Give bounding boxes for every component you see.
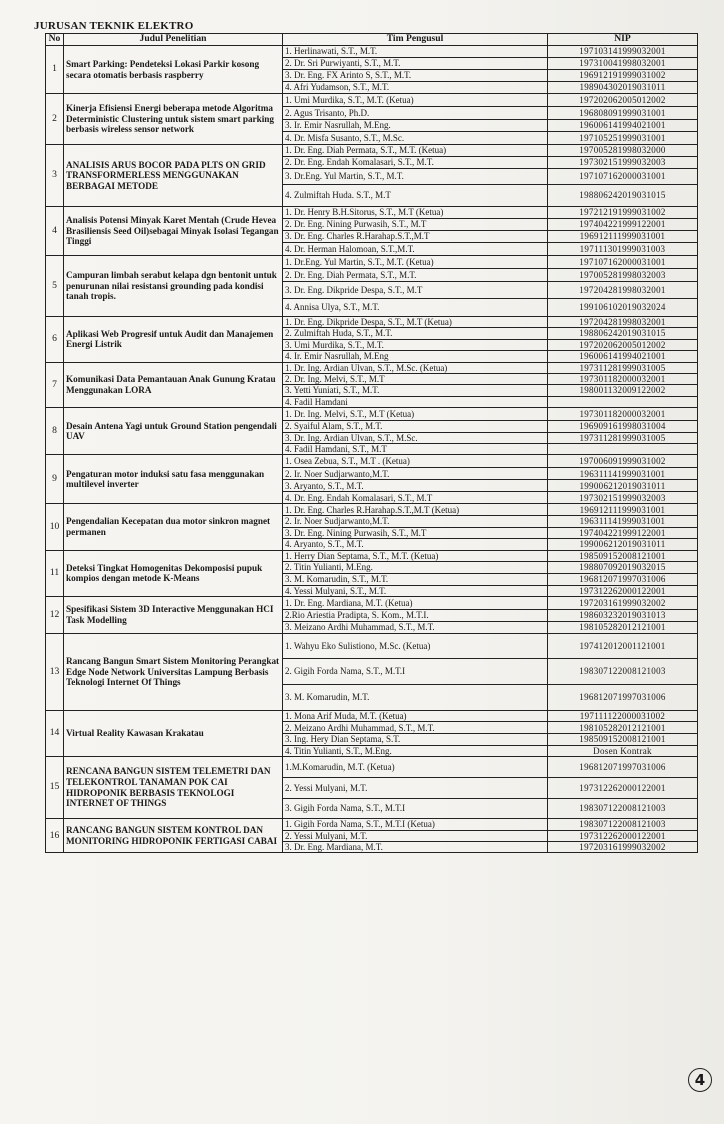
- team-member-name: 2. Yessi Mulyani, M.T.: [283, 830, 548, 841]
- column-header-title: Judul Penelitian: [64, 34, 283, 46]
- research-title: Rancang Bangun Smart Sistem Monitoring Perangkat Edge Node Network Universitas Lampung Berbasis Teknologi Internet Of Things: [64, 633, 283, 710]
- team-member-name: 3. M. Komarudin, S.T., M.T.: [283, 573, 548, 585]
- team-member-name: 2. Ir. Noer Sudjarwanto,M.T.: [283, 516, 548, 527]
- table-row: [46, 408, 698, 421]
- table-row: [46, 362, 698, 373]
- team-member-nip: 197312262000122001: [548, 585, 698, 596]
- team-member-nip: 199006212019031011: [548, 539, 698, 550]
- team-member-nip: Dosen Kontrak: [548, 745, 698, 756]
- team-member-nip: 197212191999031002: [548, 207, 698, 219]
- team-member-name: 1.M.Komarudin, M.T. (Ketua): [283, 757, 548, 778]
- team-member-name: 3. Aryanto, S.T., M.T.: [283, 480, 548, 492]
- entry-number: 8: [46, 408, 64, 455]
- team-member-nip: 197312262000122001: [548, 830, 698, 841]
- research-title: Deteksi Tingkat Homogenitas Dekomposisi pupuk kompios dengan metode K-Means: [64, 550, 283, 596]
- research-table: [45, 33, 698, 853]
- table-row: [46, 710, 698, 721]
- team-member-name: 3. M. Komarudin, M.T.: [283, 684, 548, 710]
- team-member-name: 2. Dr. Eng. Nining Purwasih, S.T., M.T: [283, 219, 548, 231]
- team-member-name: 4. Yessi Mulyani, S.T., M.T.: [283, 585, 548, 596]
- team-member-name: 2.Rio Ariestia Pradipta, S. Kom., M.T.I.: [283, 609, 548, 621]
- team-member-nip: 197204281998032001: [548, 317, 698, 328]
- entry-number: 1: [46, 46, 64, 94]
- table-row: [46, 550, 698, 561]
- research-title: Kinerja Efisiensi Energi beberapa metode Algoritma Deterministic Clustering untuk sistem smart parking berbasis wireless sensor network: [64, 94, 283, 145]
- research-title: Virtual Reality Kawasan Krakatau: [64, 710, 283, 756]
- entry-number: 7: [46, 362, 64, 408]
- research-title: Campuran limbah serabut kelapa dgn bentonit untuk penurunan nilai resistansi grounding pada kondisi tanah tropis.: [64, 256, 283, 317]
- team-member-name: 1. Herlinawati, S.T., M.T.: [283, 46, 548, 58]
- team-member-nip: 196006141994021001: [548, 351, 698, 362]
- team-member-name: 1. Dr. Henry B.H.Sitorus, S.T., M.T (Ketua): [283, 207, 548, 219]
- team-member-name: 2. Yessi Mulyani, M.T.: [283, 778, 548, 799]
- team-member-nip: 197107162000031001: [548, 256, 698, 269]
- entry-number: 3: [46, 145, 64, 207]
- team-member-nip: 198307122008121003: [548, 658, 698, 684]
- page-number: 4: [688, 1068, 712, 1092]
- team-member-nip: 197203161999032002: [548, 841, 698, 852]
- team-member-name: 3. Yetti Yuniati, S.T., M.T.: [283, 385, 548, 396]
- team-member-nip: 198807092019032015: [548, 562, 698, 573]
- table-body: [46, 46, 698, 853]
- team-member-name: 4. Aryanto, S.T., M.T.: [283, 539, 548, 550]
- team-member-nip: 197204281998032001: [548, 282, 698, 299]
- team-member-nip: 196812071997031006: [548, 573, 698, 585]
- team-member-name: 4. Ir. Emir Nasrullah, M.Eng: [283, 351, 548, 362]
- entry-number: 12: [46, 596, 64, 633]
- team-member-nip: 197202062005012002: [548, 339, 698, 350]
- team-member-name: 3. Dr. Eng. Nining Purwasih, S.T., M.T: [283, 527, 548, 538]
- research-title: Aplikasi Web Progresif untuk Audit dan Manajemen Energi Listrik: [64, 317, 283, 363]
- column-header-nip: NIP: [548, 34, 698, 46]
- team-member-name: 2. Ir. Noer Sudjarwanto,M.T.: [283, 468, 548, 480]
- team-member-name: 3. Dr. Eng. Dikpride Despa, S.T., M.T: [283, 282, 548, 299]
- team-member-nip: 198307122008121003: [548, 819, 698, 830]
- team-member-name: 1. Osea Zebua, S.T., M.T . (Ketua): [283, 455, 548, 468]
- team-member-name: 1. Dr. Eng. Diah Permata, S.T., M.T. (Ketua): [283, 145, 548, 157]
- research-title: RENCANA BANGUN SISTEM TELEMETRI DAN TELEKONTROL TANAMAN POK CAI HIDROPONIK BERBASIS TEKNOLOGI INTERNET OF THINGS: [64, 757, 283, 819]
- team-member-nip: [548, 444, 698, 455]
- entry-number: 9: [46, 455, 64, 504]
- table-row: [46, 455, 698, 468]
- research-title: Komunikasi Data Pemantauan Anak Gunung Kratau Menggunakan LORA: [64, 362, 283, 408]
- entry-number: 11: [46, 550, 64, 596]
- team-member-name: 4. Dr. Misfa Susanto, S.T., M.Sc.: [283, 132, 548, 145]
- team-member-nip: 197203161999032002: [548, 596, 698, 609]
- team-member-nip: 196909161998031004: [548, 421, 698, 432]
- team-member-name: 2. Meizano Ardhi Muhammad, S.T., M.T.: [283, 722, 548, 734]
- team-member-name: 2. Zulmiftah Huda, S.T., M.T.: [283, 328, 548, 339]
- team-member-nip: [548, 396, 698, 407]
- team-member-nip: 199106102019032024: [548, 299, 698, 317]
- team-member-nip: 197412012001121001: [548, 633, 698, 658]
- team-member-nip: 196006141994021001: [548, 120, 698, 132]
- team-member-nip: 197107162000031001: [548, 169, 698, 185]
- table-row: [46, 596, 698, 609]
- team-member-name: 4. Afri Yudamson, S.T., M.T.: [283, 82, 548, 94]
- team-member-nip: 196311141999031001: [548, 516, 698, 527]
- entry-number: 14: [46, 710, 64, 756]
- table-row: [46, 256, 698, 269]
- team-member-name: 1. Wahyu Eko Sulistiono, M.Sc. (Ketua): [283, 633, 548, 658]
- entry-number: 10: [46, 504, 64, 550]
- team-member-nip: 198001132009122002: [548, 385, 698, 396]
- team-member-nip: 198904302019031011: [548, 82, 698, 94]
- team-member-name: 3. Dr. Eng. Charles R.Harahap.S.T.,M.T: [283, 231, 548, 243]
- team-member-nip: 197404221999122001: [548, 219, 698, 231]
- team-member-name: 2. Dr. Sri Purwiyanti, S.T., M.T.: [283, 58, 548, 70]
- team-member-name: 2. Titin Yulianti, M.Eng.: [283, 562, 548, 573]
- research-title: Analisis Potensi Minyak Karet Mentah (Crude Hevea Brasiliensis Seed Oil)sebagai Minyak Isolasi Tegangan Tinggi: [64, 207, 283, 256]
- entry-number: 5: [46, 256, 64, 317]
- team-member-nip: 197312262000122001: [548, 778, 698, 799]
- team-member-nip: 197310041998032001: [548, 58, 698, 70]
- research-title: Desain Antena Yagi untuk Ground Station pengendali UAV: [64, 408, 283, 455]
- team-member-nip: 197302151999032003: [548, 157, 698, 169]
- team-member-nip: 197301182000032001: [548, 374, 698, 385]
- team-member-name: 4. Fadil Hamdani: [283, 396, 548, 407]
- team-member-nip: 199006212019031011: [548, 480, 698, 492]
- team-member-nip: 196812071997031006: [548, 757, 698, 778]
- team-member-nip: 198806242019031015: [548, 328, 698, 339]
- team-member-name: 2. Dr. Ing. Melvi, S.T., M.T: [283, 374, 548, 385]
- table-row: [46, 94, 698, 107]
- table-row: [46, 757, 698, 778]
- research-title: Spesifikasi Sistem 3D Interactive Menggunakan HCI Task Modelling: [64, 596, 283, 633]
- entry-number: 15: [46, 757, 64, 819]
- team-member-name: 2. Agus Trisanto, Ph.D.: [283, 107, 548, 120]
- team-member-name: 1. Gigih Forda Nama, S.T., M.T.I (Ketua): [283, 819, 548, 830]
- team-member-nip: 196912111999031001: [548, 504, 698, 516]
- team-member-nip: 198806242019031015: [548, 185, 698, 207]
- entry-number: 2: [46, 94, 64, 145]
- team-member-nip: 198603232019031013: [548, 609, 698, 621]
- team-member-nip: 198509152008121001: [548, 550, 698, 561]
- research-title: ANALISIS ARUS BOCOR PADA PLTS ON GRID TRANSFORMERLESS MENGGUNAKAN BERBAGAI METODE: [64, 145, 283, 207]
- table-row: [46, 819, 698, 830]
- team-member-name: 3. Dr. Ing. Ardian Ulvan, S.T., M.Sc.: [283, 432, 548, 443]
- team-member-nip: 197302151999032003: [548, 492, 698, 504]
- entry-number: 13: [46, 633, 64, 710]
- team-member-name: 1. Herry Dian Septama, S.T., M.T. (Ketua): [283, 550, 548, 561]
- table-header-row: [46, 34, 698, 46]
- team-member-nip: 197105251999031001: [548, 132, 698, 145]
- team-member-name: 4. Dr. Herman Halomoan, S.T.,M.T.: [283, 243, 548, 256]
- team-member-name: 2. Dr. Eng. Diah Permata, S.T., M.T.: [283, 269, 548, 282]
- team-member-name: 3. Ing. Hery Dian Septama, S.T.: [283, 734, 548, 745]
- department-heading: JURUSAN TEKNIK ELEKTRO: [34, 20, 194, 32]
- team-member-name: 3. Gigih Forda Nama, S.T., M.T.I: [283, 799, 548, 819]
- research-title: Pengendalian Kecepatan dua motor sinkron magnet permanen: [64, 504, 283, 550]
- team-member-name: 2. Syaiful Alam, S.T., M.T.: [283, 421, 548, 432]
- team-member-name: 1. Dr. Eng. Charles R.Harahap.S.T.,M.T (Ketua): [283, 504, 548, 516]
- entry-number: 6: [46, 317, 64, 363]
- team-member-name: 3. Umi Murdika, S.T., M.T.: [283, 339, 548, 350]
- team-member-nip: 196808091999031001: [548, 107, 698, 120]
- table-row: [46, 317, 698, 328]
- team-member-nip: 196912191999031002: [548, 70, 698, 82]
- team-member-name: 3. Dr.Eng. Yul Martin, S.T., M.T.: [283, 169, 548, 185]
- team-member-nip: 197202062005012002: [548, 94, 698, 107]
- team-member-nip: 197006091999031002: [548, 455, 698, 468]
- research-title: RANCANG BANGUN SISTEM KONTROL DAN MONITORING HIDROPONIK FERTIGASI CABAI: [64, 819, 283, 853]
- team-member-name: 1. Dr. Eng. Mardiana, M.T. (Ketua): [283, 596, 548, 609]
- table-row: [46, 46, 698, 58]
- entry-number: 4: [46, 207, 64, 256]
- team-member-name: 1. Dr. Eng. Dikpride Despa, S.T., M.T (Ketua): [283, 317, 548, 328]
- team-member-nip: 196812071997031006: [548, 684, 698, 710]
- research-title: Smart Parking: Pendeteksi Lokasi Parkir kosong secara otomatis berbasis raspberry: [64, 46, 283, 94]
- team-member-nip: 198509152008121001: [548, 734, 698, 745]
- team-member-name: 4. Zulmiftah Huda. S.T., M.T: [283, 185, 548, 207]
- team-member-name: 1. Mona Arif Muda, M.T. (Ketua): [283, 710, 548, 721]
- team-member-name: 4. Titin Yulianti, S.T., M.Eng.: [283, 745, 548, 756]
- table-row: [46, 504, 698, 516]
- team-member-nip: 197111301999031003: [548, 243, 698, 256]
- team-member-nip: 197005281998032000: [548, 145, 698, 157]
- team-member-name: 1. Dr.Eng. Yul Martin, S.T., M.T. (Ketua): [283, 256, 548, 269]
- team-member-name: 1. Dr. Ing. Melvi, S.T., M.T (Ketua): [283, 408, 548, 421]
- column-header-team: Tim Pengusul: [283, 34, 548, 46]
- team-member-name: 4. Annisa Ulya, S.T., M.T.: [283, 299, 548, 317]
- team-member-nip: 197404221999122001: [548, 527, 698, 538]
- team-member-name: 2. Dr. Eng. Endah Komalasari, S.T., M.T.: [283, 157, 548, 169]
- team-member-name: 3. Dr. Eng. FX Arinto S, S.T., M.T.: [283, 70, 548, 82]
- team-member-nip: 197005281998032003: [548, 269, 698, 282]
- table-row: [46, 207, 698, 219]
- team-member-nip: 197103141999032001: [548, 46, 698, 58]
- entry-number: 16: [46, 819, 64, 853]
- team-member-nip: 197111122000031002: [548, 710, 698, 721]
- team-member-nip: 197311281999031005: [548, 362, 698, 373]
- team-member-name: 4. Dr. Eng. Endah Komalasari, S.T., M.T: [283, 492, 548, 504]
- team-member-name: 3. Dr. Eng. Mardiana, M.T.: [283, 841, 548, 852]
- column-header-no: No: [46, 34, 64, 46]
- team-member-name: 2. Gigih Forda Nama, S.T., M.T.I: [283, 658, 548, 684]
- team-member-nip: 197311281999031005: [548, 432, 698, 443]
- team-member-name: 1. Umi Murdika, S.T., M.T. (Ketua): [283, 94, 548, 107]
- team-member-nip: 196912111999031001: [548, 231, 698, 243]
- team-member-nip: 198105282012121001: [548, 722, 698, 734]
- team-member-name: 3. Ir. Emir Nasrullah, M.Eng.: [283, 120, 548, 132]
- team-member-nip: 198105282012121001: [548, 621, 698, 633]
- research-title: Pengaturan motor induksi satu fasa menggunakan multilevel inverter: [64, 455, 283, 504]
- team-member-nip: 197301182000032001: [548, 408, 698, 421]
- team-member-nip: 198307122008121003: [548, 799, 698, 819]
- team-member-nip: 196311141999031001: [548, 468, 698, 480]
- team-member-name: 4. Fadil Hamdani, S.T., M.T: [283, 444, 548, 455]
- team-member-name: 1. Dr. Ing. Ardian Ulvan, S.T., M.Sc. (Ketua): [283, 362, 548, 373]
- table-row: [46, 633, 698, 658]
- team-member-name: 3. Meizano Ardhi Muhammad, S.T., M.T.: [283, 621, 548, 633]
- table-row: [46, 145, 698, 157]
